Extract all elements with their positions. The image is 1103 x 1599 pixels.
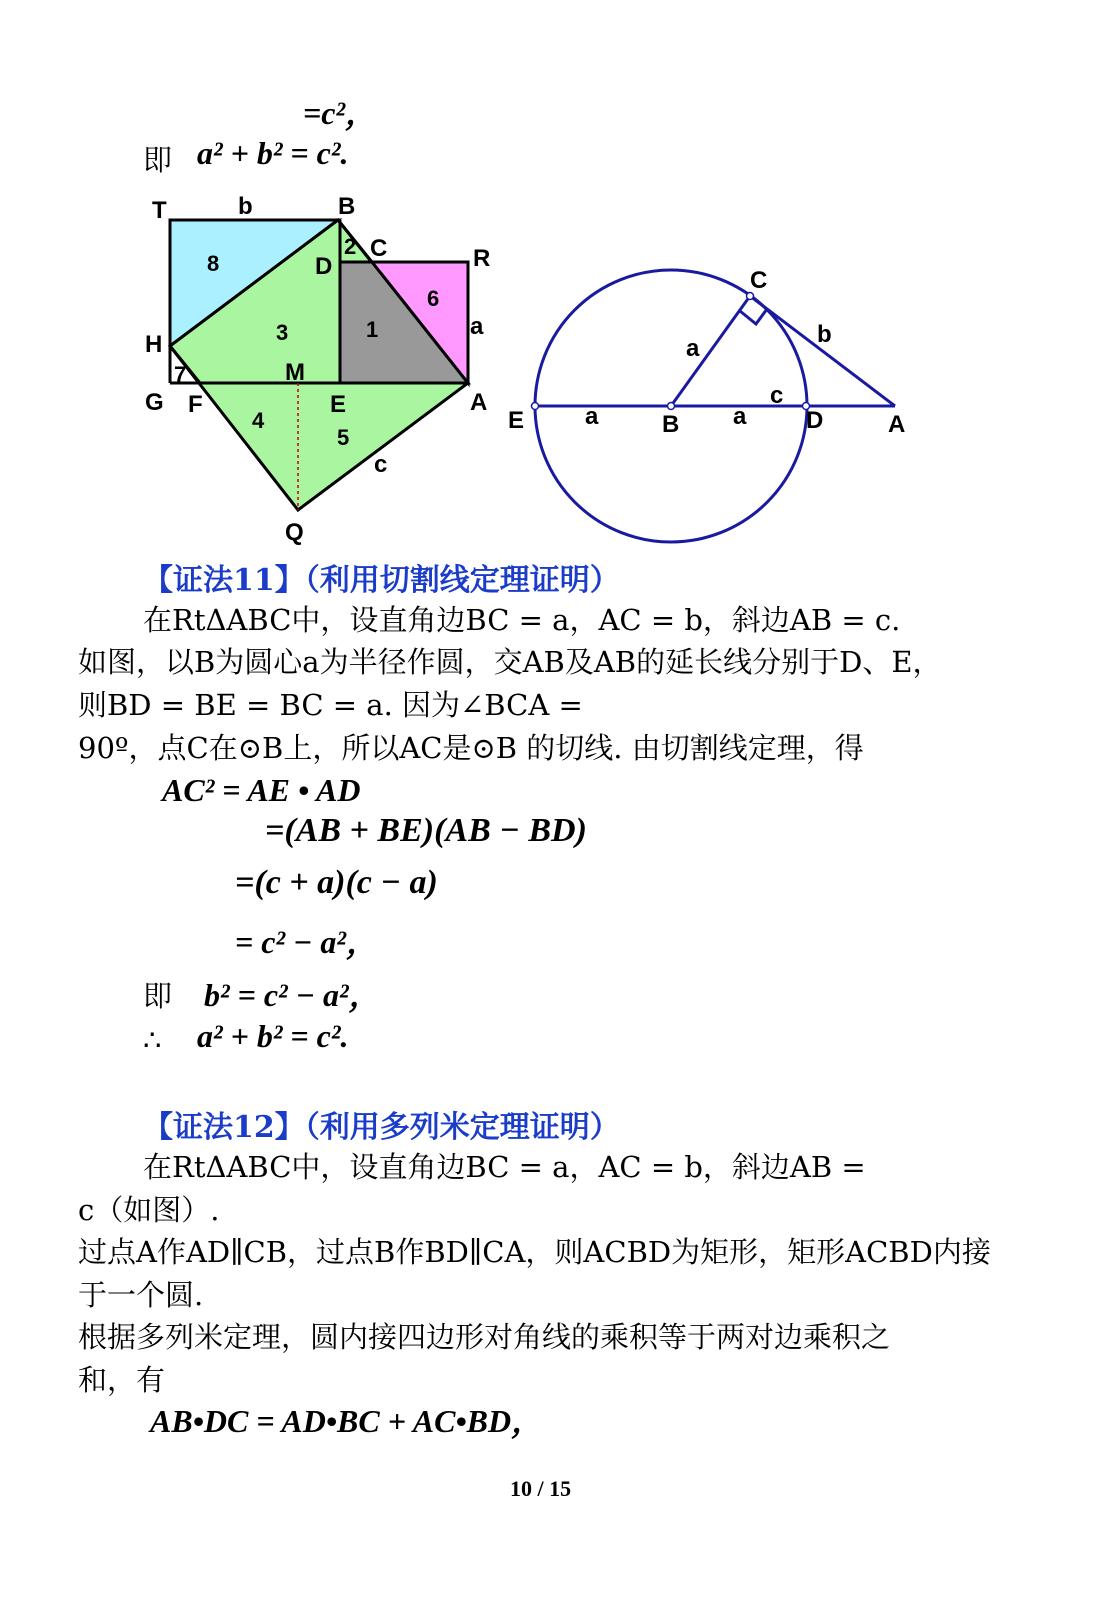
proof11-eq5-prefix: 即 — [143, 979, 173, 1013]
proof11-heading: 【证法11】（利用切割线定理证明） — [143, 563, 620, 598]
proof11-eq3: =(c + a)(c − a) — [235, 864, 438, 901]
proof11-eq6-prefix: ∴ — [143, 1023, 162, 1057]
proof12-p6: 和，有 — [78, 1363, 166, 1397]
proof11-p4: 90º，点C在⊙B上，所以AC是⊙B 的切线. 由切割线定理，得 — [78, 731, 864, 765]
proof11-p2: 如图，以B为圆心a为半径作圆，交AB及AB的延长线分别于D、E， — [78, 645, 942, 679]
svg-text:3: 3 — [276, 320, 289, 345]
svg-text:2: 2 — [344, 234, 357, 259]
proof11-eq4: = c² − a²， — [235, 924, 379, 960]
point-M: M — [285, 359, 305, 386]
proof12-eq1: AB•DC = AD•BC + AC•BD， — [150, 1403, 544, 1439]
proof12-p5: 根据多列米定理，圆内接四边形对角线的乘积等于两对边乘积之 — [78, 1320, 891, 1354]
point-A: A — [888, 411, 906, 438]
side-a: a — [470, 313, 484, 340]
svg-text:5: 5 — [337, 425, 350, 450]
point-Q: Q — [285, 519, 304, 546]
point-E: E — [330, 391, 347, 418]
side-c: c — [374, 451, 388, 478]
pythagoras-dissection-figure — [135, 190, 505, 550]
side-b: b — [238, 193, 253, 220]
svg-text:1: 1 — [366, 317, 379, 342]
point-G: G — [145, 389, 164, 416]
point-C: C — [750, 267, 768, 294]
svg-text:b: b — [817, 321, 832, 348]
top-eq-line2: a² + b² = c². — [197, 135, 349, 171]
svg-text:8: 8 — [207, 251, 220, 276]
point-B: B — [662, 411, 680, 438]
proof11-p1: 在RtΔABC中，设直角边BC = a，AC = b，斜边AB = c. — [143, 603, 901, 637]
point-E: E — [508, 407, 525, 434]
svg-text:4: 4 — [252, 408, 265, 433]
proof11-eq2: =(AB + BE)(AB − BD) — [265, 812, 587, 849]
point-D: D — [315, 253, 333, 280]
proof11-eq6: a² + b² = c². — [197, 1018, 349, 1054]
point-F: F — [188, 391, 203, 418]
proof12-p1: 在RtΔABC中，设直角边BC = a，AC = b，斜边AB = — [143, 1150, 866, 1184]
point-T: T — [152, 197, 167, 224]
svg-text:a: a — [686, 335, 700, 362]
point-C: C — [370, 235, 388, 262]
proof12-p3: 过点A作AD∥CB，过点B作BD∥CA，则ACBD为矩形，矩形ACBD内接 — [78, 1235, 991, 1269]
page-number: 10 / 15 — [510, 1476, 572, 1501]
proof11-p3: 则BD = BE = BC = a. 因为∠BCA = — [78, 688, 583, 722]
top-eq-line1: =c²， — [303, 95, 378, 131]
svg-text:6: 6 — [427, 286, 440, 311]
proof12-heading: 【证法12】（利用多列米定理证明） — [143, 1110, 620, 1145]
top-eq-prefix: 即 — [143, 143, 173, 177]
point-A: A — [470, 389, 488, 416]
proof12-p2: c（如图）. — [78, 1193, 220, 1227]
tangent-secant-figure — [500, 260, 920, 550]
svg-text:a: a — [585, 403, 599, 430]
proof11-eq5: b² = c² − a²， — [204, 977, 381, 1013]
point-D: D — [806, 407, 824, 434]
point-H: H — [145, 331, 163, 358]
svg-text:7: 7 — [174, 362, 187, 387]
proof11-eq1: AC² = AE • AD — [162, 772, 361, 808]
proof12-p4: 于一个圆. — [78, 1278, 204, 1312]
point-R: R — [473, 245, 491, 272]
svg-text:a: a — [733, 403, 747, 430]
point-B: B — [338, 193, 356, 220]
svg-text:c: c — [770, 382, 784, 409]
